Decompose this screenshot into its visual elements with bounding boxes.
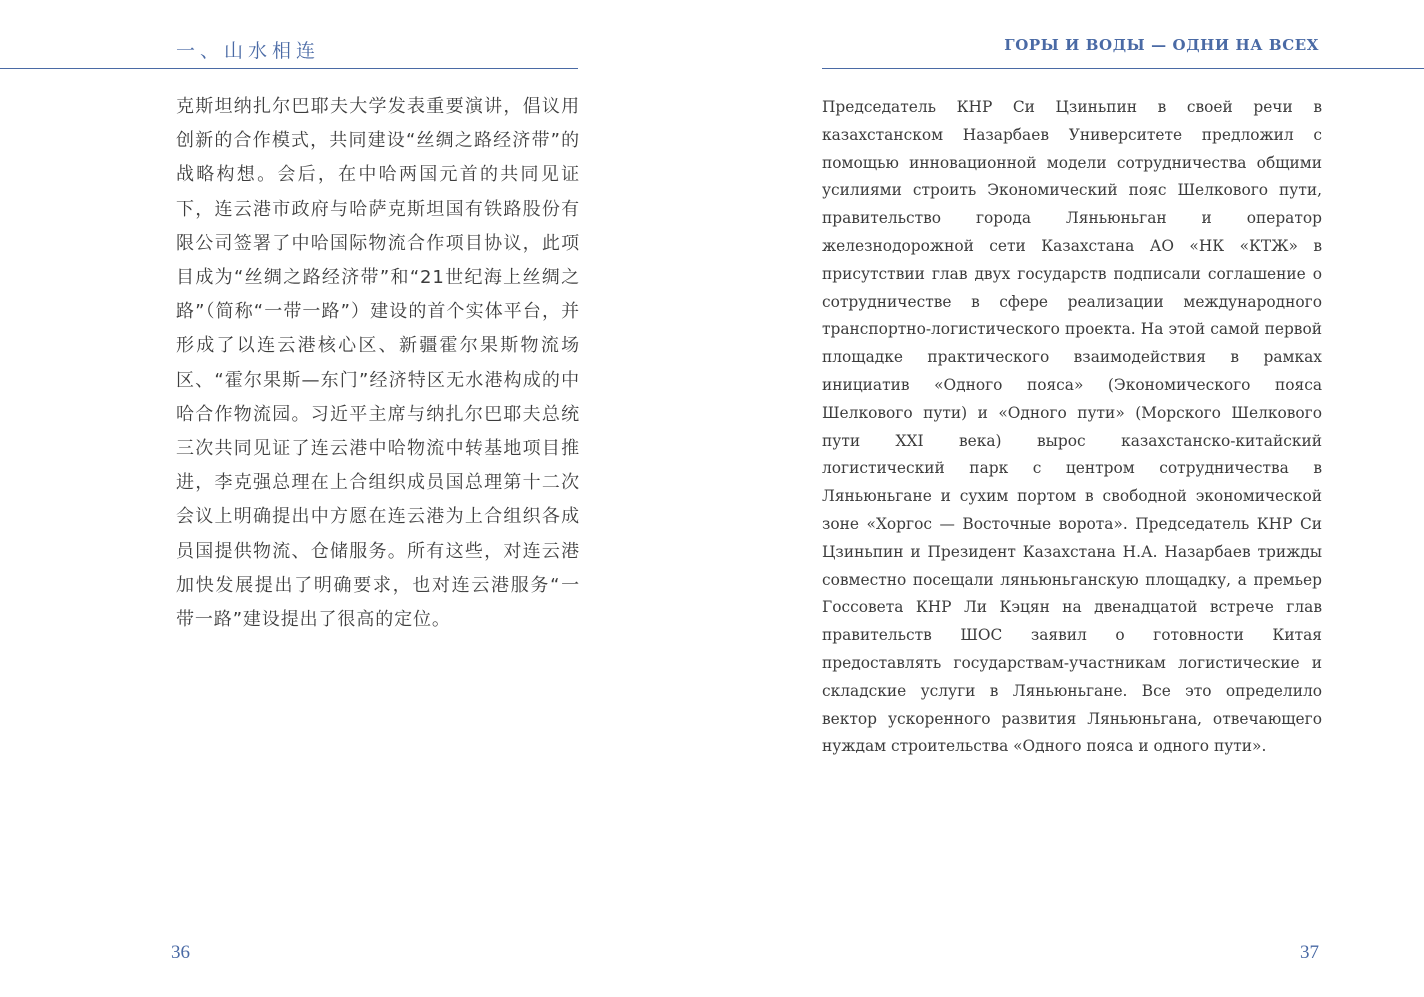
running-head-chinese: 一、山水相连 <box>176 40 321 62</box>
page-number-right: 37 <box>1300 942 1319 963</box>
body-text-chinese: 克斯坦纳扎尔巴耶夫大学发表重要演讲，倡议用创新的合作模式，共同建设“丝绸之路经济带”的战略构想。会后，在中哈两国元首的共同见证下，连云港市政府与哈萨克斯坦国有铁路股份有限公司签署了中哈国际物流合作项目协议，此项目成为“丝绸之路经济带”和“21世纪海上丝绸之路”（简称“一带一路”）建设的首个实体平台，并形成了以连云港核心区、新疆霍尔果斯物流场区、“霍尔果斯—东门”经济特区无水港构成的中哈合作物流园。习近平主席与纳扎尔巴耶夫总统三次共同见证了连云港中哈物流中转基地项目推进，李克强总理在上合组织成员国总理第十二次会议上明确提出中方愿在连云港为上合组织各成员国提供物流、仓储服务。所有这些，对连云港加快发展提出了明确要求，也对连云港服务“一带一路”建设提出了很高的定位。 <box>176 96 580 631</box>
header-rule-left <box>0 68 578 69</box>
header-rule-right <box>822 68 1424 69</box>
body-text-russian: Председатель КНР Си Цзиньпин в своей речи в казахстанском Назарбаев Университете предложил с помощью инновационной модели сотрудничества общими усилиями строить Экономический пояс Шелкового пути, правительство города Ляньюньган и оператор железнодорожной сети Казахстана АО «НК «КТЖ» в присутствии глав двух государств подписали соглашение о сотрудничестве в сфере реализации международного транспортно-логистического проекта. На этой самой первой площадке практического взаимодействия в рамках инициатив «Одного пояса» (Экономического пояса Шелкового пути) и «Одного пути» (Морского Шелкового пути XXI века) вырос казахстанско-китайский логистический парк с центром сотрудничества в Ляньюньгане и сухим портом в свободной экономической зоне «Хоргос — Восточные ворота». Председатель КНР Си Цзиньпин и Президент Казахстана Н.А. Назарбаев трижды совместно посещали ляньюньганскую площадку, а премьер Госсовета КНР Ли Кэцян на двенадцатой встрече глав правительств ШОС заявил о готовности Китая предоставлять государствам-участникам логистические и складские услуги в Ляньюньгане. Все это определило вектор ускоренного развития Ляньюньгана, отвечающего нуждам строительства «Одного пояса и одного пути». <box>822 98 1322 756</box>
page-number-left: 36 <box>171 942 190 963</box>
right-page <box>712 0 1424 997</box>
running-head-russian: ГОРЫ И ВОДЫ — ОДНИ НА ВСЕХ <box>1004 36 1319 54</box>
